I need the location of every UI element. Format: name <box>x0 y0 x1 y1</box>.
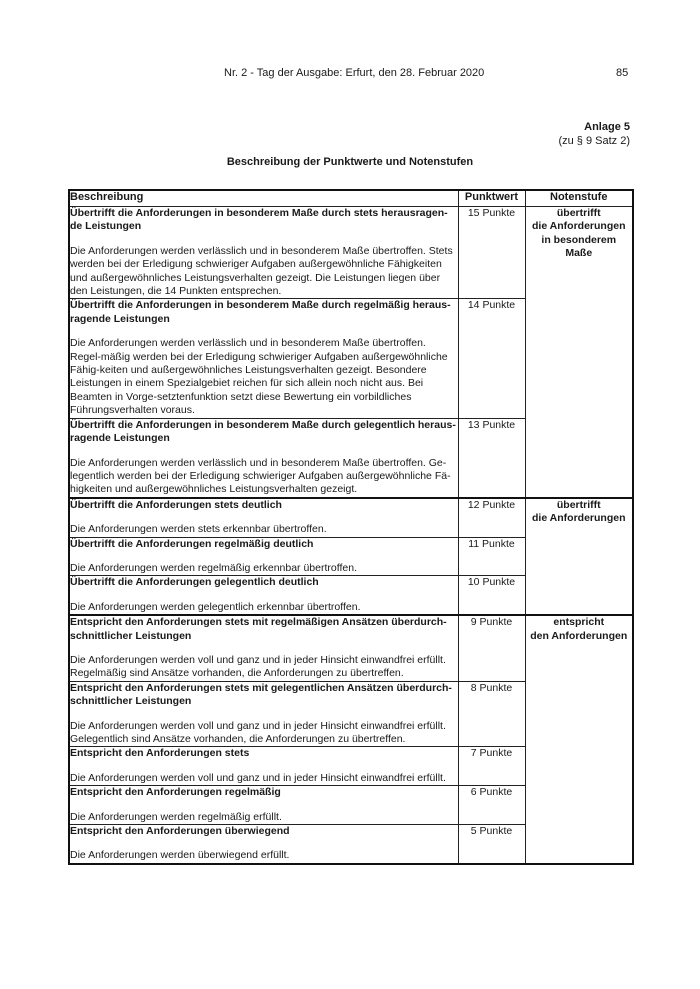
criterion-description: Die Anforderungen werden gelegentlich erkennbar übertroffen. <box>70 600 361 613</box>
table-header-row <box>69 190 633 207</box>
grade-line: übertrifft <box>556 498 601 511</box>
points-cell: 14 Punkte <box>458 299 525 418</box>
criterion-description: Die Anforderungen werden überwiegend erfüllt. <box>70 849 290 862</box>
criterion-heading: Entspricht den Anforderungen stets mit regelmäßigen Ansätzen überdurch-schnittlicher Leistungen <box>70 616 447 642</box>
grade-line: die Anforderungen <box>531 220 626 233</box>
points-cell: 12 Punkte <box>458 498 525 537</box>
grade-line: übertrifft <box>556 207 601 219</box>
criterion-heading: Übertrifft die Anforderungen in besonderem Maße durch regelmäßig heraus-ragende Leistungen <box>70 299 451 325</box>
table-row <box>69 498 633 537</box>
column-header-description: Beschreibung <box>69 190 458 207</box>
criterion-description: Die Anforderungen werden voll und ganz und in jeder Hinsicht einwandfrei erfüllt. Gelegentlich sind Ansätze vorhanden, die Anforderungen zu übertreffen. <box>70 719 446 745</box>
grade-cell-meets <box>525 615 633 864</box>
description-cell <box>69 825 458 864</box>
grade-line: den Anforderungen <box>530 629 628 642</box>
running-header <box>0 67 700 81</box>
description-cell <box>69 681 458 747</box>
description-cell <box>69 747 458 786</box>
points-cell: 11 Punkte <box>458 537 525 576</box>
grade-line: Maße <box>565 247 593 260</box>
criterion-heading: Entspricht den Anforderungen stets mit gelegentlichen Ansätzen überdurch-schnittlicher Leistungen <box>70 681 452 708</box>
criterion-heading: Übertrifft die Anforderungen in besonderem Maße durch gelegentlich heraus-ragende Leistungen <box>70 418 456 445</box>
table-row <box>69 207 633 299</box>
grade-cell-exceeds <box>525 498 633 615</box>
description-cell <box>69 786 458 825</box>
header-text: Nr. 2 - Tag der Ausgabe: Erfurt, den 28. Februar 2020 <box>224 67 485 79</box>
points-cell: 5 Punkte <box>458 825 525 864</box>
description-cell <box>69 537 458 576</box>
description-cell <box>69 299 458 418</box>
criterion-heading: Übertrifft die Anforderungen in besonderem Maße durch stets herausragen-de Leistungen <box>70 207 448 233</box>
points-cell: 10 Punkte <box>458 576 525 615</box>
points-cell: 15 Punkte <box>458 207 525 299</box>
annex-label <box>558 120 630 148</box>
criterion-description: Die Anforderungen werden regelmäßig erkennbar übertroffen. <box>70 561 357 574</box>
grade-line: in besonderem <box>541 233 617 246</box>
criterion-description: Die Anforderungen werden verlässlich und in besonderem Maße übertroffen. Ge-legentlich werden bei der Erledigung schwieriger Aufgaben außergewöhnliche Fä-higkeiten und außergewöhnliches Leistungsverhalten gezeigt. <box>70 456 451 496</box>
points-cell: 7 Punkte <box>458 747 525 786</box>
description-cell <box>69 418 458 498</box>
points-cell: 6 Punkte <box>458 786 525 825</box>
criterion-heading: Übertrifft die Anforderungen regelmäßig deutlich <box>70 537 314 550</box>
criterion-description: Die Anforderungen werden regelmäßig erfüllt. <box>70 810 282 823</box>
criterion-description: Die Anforderungen werden voll und ganz und in jeder Hinsicht einwandfrei erfüllt. <box>70 771 446 784</box>
grade-line: die Anforderungen <box>531 512 626 525</box>
table-row <box>69 615 633 681</box>
column-header-points: Punktwert <box>458 190 525 207</box>
page-title: Beschreibung der Punktwerte und Notenstufen <box>226 156 474 168</box>
criterion-heading: Entspricht den Anforderungen überwiegend <box>70 825 290 838</box>
points-cell: 8 Punkte <box>458 681 525 747</box>
grade-line: entspricht <box>553 616 605 629</box>
page-number: 85 <box>616 67 629 79</box>
grade-cell-exceeds-special <box>525 207 633 498</box>
grading-table <box>68 189 634 865</box>
criterion-heading: Übertrifft die Anforderungen stets deutlich <box>70 498 282 511</box>
criterion-heading: Übertrifft die Anforderungen gelegentlich deutlich <box>70 576 319 589</box>
annex-reference: (zu § 9 Satz 2) <box>558 135 630 147</box>
annex-title: Anlage 5 <box>584 121 630 133</box>
points-cell: 9 Punkte <box>458 615 525 681</box>
description-cell <box>69 615 458 681</box>
criterion-description: Die Anforderungen werden verlässlich und in besonderem Maße übertroffen. Stets werden bei der Erledigung schwieriger Aufgaben außergewöhnliche Fähigkeiten und außergewöhnliches Leistungsverhalten gezeigt. Die Leistungen liegen über den Leistungen, die 14 Punkten entsprechen. <box>70 244 453 298</box>
description-cell <box>69 207 458 299</box>
points-cell: 13 Punkte <box>458 418 525 498</box>
description-cell <box>69 498 458 537</box>
criterion-description: Die Anforderungen werden verlässlich und in besonderem Maße übertroffen. Regel-mäßig werden bei der Erledigung schwieriger Aufgaben außergewöhnliche Fähig-keiten und außergewöhnliches Leistungsverhalten gezeigt. Besondere Leistungen in einem Spezialgebiet reichen für sich allein noch nicht aus. Bei Beamten in Vorge-setztenfunktion setzt diese Bewertung ein vorbildliches Führungsverhalten voraus. <box>70 337 448 417</box>
column-header-grade: Notenstufe <box>525 190 633 207</box>
description-cell <box>69 576 458 615</box>
criterion-description: Die Anforderungen werden stets erkennbar übertroffen. <box>70 523 327 536</box>
criterion-heading: Entspricht den Anforderungen stets <box>70 747 250 760</box>
criterion-heading: Entspricht den Anforderungen regelmäßig <box>70 786 281 799</box>
criterion-description: Die Anforderungen werden voll und ganz und in jeder Hinsicht einwandfrei erfüllt. Regelmäßig sind Ansätze vorhanden, die Anforderungen zu übertreffen. <box>70 653 446 680</box>
